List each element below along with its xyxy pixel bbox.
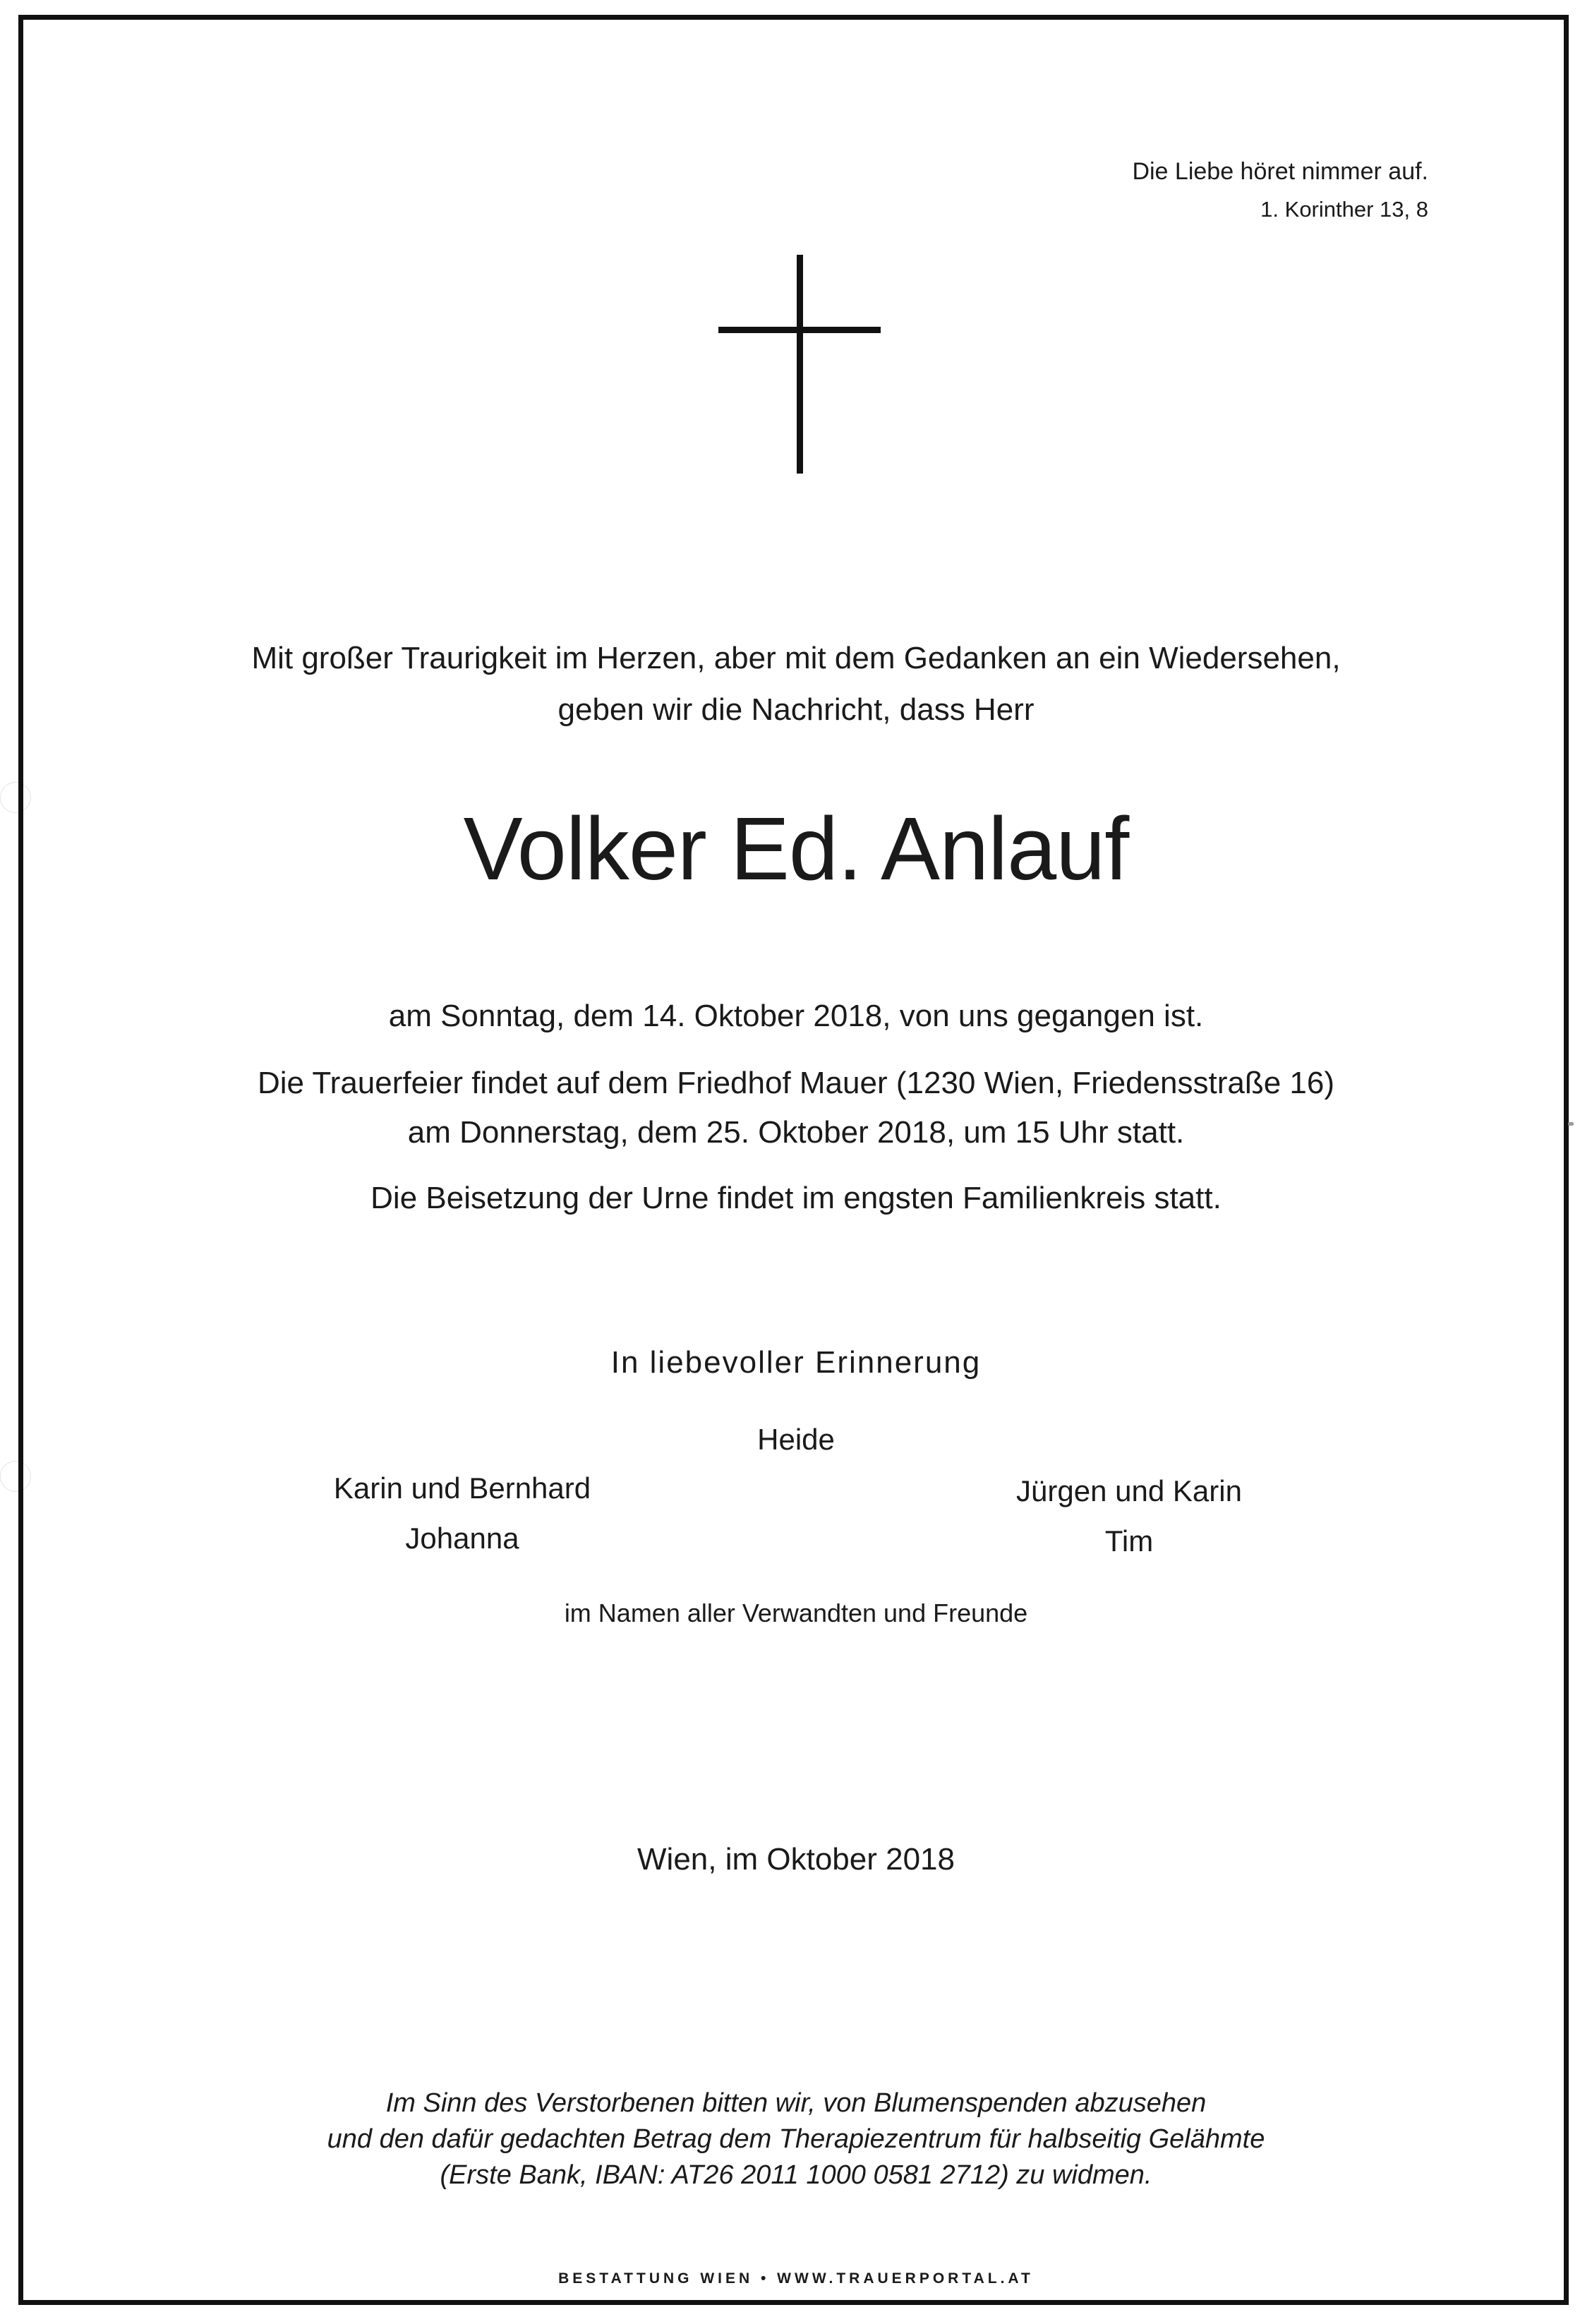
deceased-name: Volker Ed. Anlauf bbox=[463, 799, 1129, 898]
place-and-date: Wien, im Oktober 2018 bbox=[637, 1842, 955, 1877]
mourning-border bbox=[18, 15, 1569, 2305]
donation-line-3: (Erste Bank, IBAN: AT26 2011 1000 0581 2712) zu widmen. bbox=[440, 2160, 1152, 2190]
family-heide: Heide bbox=[757, 1423, 835, 1456]
bible-motto: Die Liebe höret nimmer auf. bbox=[1132, 158, 1428, 185]
donation-line-1: Im Sinn des Verstorbenen bitten wir, von Blumenspenden abzusehen bbox=[385, 2088, 1207, 2118]
family-right-line-2: Tim bbox=[1104, 1524, 1154, 1558]
remembrance-heading: In liebevoller Erinnerung bbox=[610, 1345, 982, 1380]
cross-horizontal-bar bbox=[718, 327, 881, 333]
family-left-line-1: Karin und Bernhard bbox=[333, 1471, 591, 1505]
ceremony-line-1: Die Trauerfeier findet auf dem Friedhof Mauer (1230 Wien, Friedensstraße 16) bbox=[257, 1066, 1335, 1100]
relatives-line: im Namen aller Verwandten und Freunde bbox=[564, 1598, 1028, 1627]
family-left-line-2: Johanna bbox=[405, 1522, 519, 1555]
funeral-home-footer: BESTATTUNG WIEN • WWW.TRAUERPORTAL.AT bbox=[558, 2270, 1034, 2287]
intro-line-2: geben wir die Nachricht, dass Herr bbox=[557, 692, 1035, 727]
donation-line-2: und den dafür gedachten Betrag dem Therapiezentrum für halbseitig Gelähmte bbox=[327, 2124, 1265, 2154]
family-right-line-1: Jürgen und Karin bbox=[1016, 1474, 1242, 1507]
intro-line-1: Mit großer Traurigkeit im Herzen, aber mit dem Gedanken an ein Wiedersehen, bbox=[251, 641, 1341, 675]
bible-reference: 1. Korinther 13, 8 bbox=[1260, 197, 1428, 222]
cross-vertical-bar bbox=[797, 255, 803, 474]
burial-line: Die Beisetzung der Urne findet im engsten Familienkreis statt. bbox=[370, 1181, 1222, 1215]
ceremony-line-2: am Donnerstag, dem 25. Oktober 2018, um 15 Uhr statt. bbox=[407, 1115, 1185, 1150]
death-date-line: am Sonntag, dem 14. Oktober 2018, von uns gegangen ist. bbox=[388, 999, 1204, 1033]
